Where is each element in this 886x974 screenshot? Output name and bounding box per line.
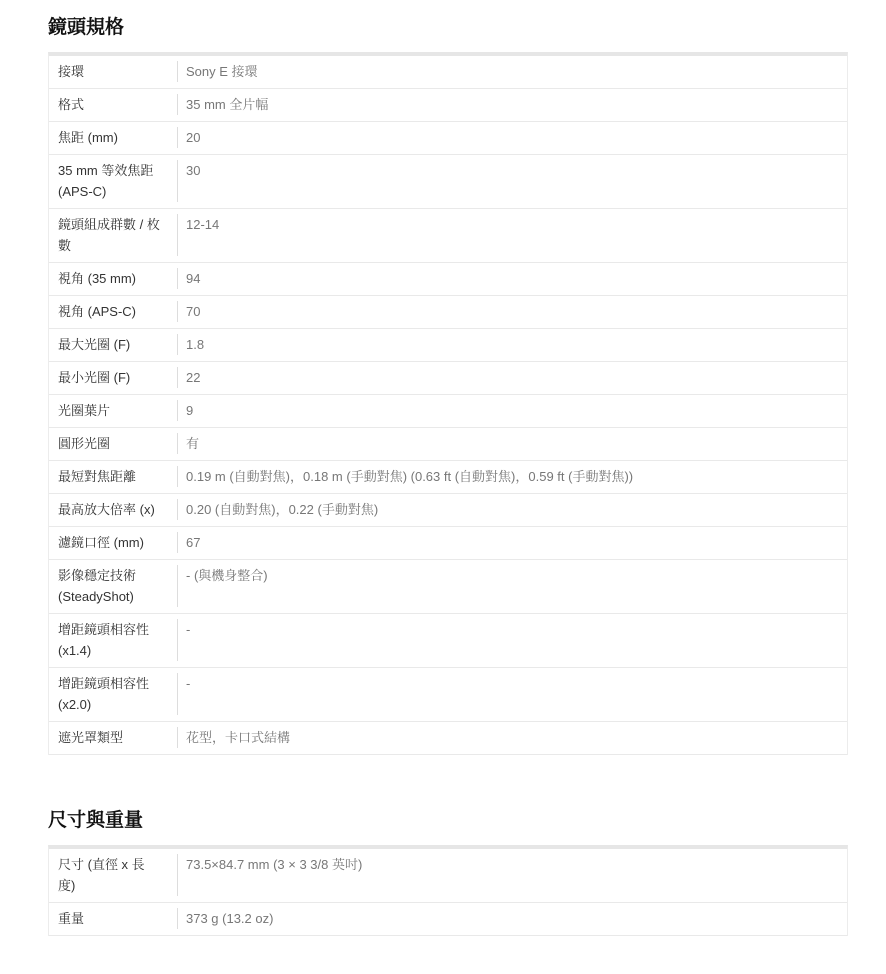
spec-value-cell	[169, 849, 847, 902]
spec-value: -	[177, 619, 190, 661]
spec-table	[48, 845, 848, 936]
spec-row	[49, 89, 847, 122]
spec-label: 圓形光圈	[58, 436, 111, 451]
spec-value: 22	[177, 367, 200, 388]
spec-value-cell	[169, 428, 847, 460]
spec-value: 73.5×84.7 mm (3 × 3 3/8 英吋)	[177, 854, 362, 896]
spec-row	[49, 527, 847, 560]
lens-specs-section	[48, 12, 848, 755]
spec-row	[49, 849, 847, 903]
spec-value-cell	[169, 614, 847, 667]
spec-value: 94	[177, 268, 200, 289]
spec-label: 重量	[58, 911, 85, 926]
spec-row	[49, 56, 847, 89]
spec-value-cell	[169, 362, 847, 394]
spec-label: 接環	[58, 64, 85, 79]
spec-value: Sony E 接環	[177, 61, 258, 82]
spec-row	[49, 722, 847, 755]
spec-label: 最大光圈 (F)	[58, 337, 131, 352]
spec-label: 最高放大倍率 (x)	[58, 502, 155, 517]
spec-label: 遮光罩類型	[58, 730, 124, 745]
spec-value: 373 g (13.2 oz)	[177, 908, 273, 929]
size-weight-section	[48, 805, 848, 936]
spec-value-cell	[169, 395, 847, 427]
spec-value: 35 mm 全片幅	[177, 94, 268, 115]
spec-row	[49, 122, 847, 155]
spec-value-cell	[169, 560, 847, 613]
spec-value-cell	[169, 722, 847, 754]
spec-value-cell	[169, 461, 847, 493]
spec-label: 鏡頭組成群數 / 枚數	[58, 217, 160, 253]
spec-row	[49, 155, 847, 209]
spec-label: 光圈葉片	[58, 403, 111, 418]
spec-label: 增距鏡頭相容性 (x1.4)	[58, 622, 150, 658]
spec-row	[49, 209, 847, 263]
spec-row	[49, 614, 847, 668]
spec-value-cell	[169, 56, 847, 88]
spec-row	[49, 668, 847, 722]
spec-value-cell	[169, 903, 847, 935]
spec-value-cell	[169, 209, 847, 262]
spec-value: 30	[177, 160, 200, 202]
spec-value-cell	[169, 296, 847, 328]
spec-table	[48, 52, 848, 755]
spec-value-cell	[169, 122, 847, 154]
spec-value-cell	[169, 494, 847, 526]
spec-label: 視角 (APS-C)	[58, 304, 137, 319]
spec-row	[49, 329, 847, 362]
spec-value: 12-14	[177, 214, 219, 256]
spec-value: 0.20 (自動對焦)，0.22 (手動對焦)	[177, 499, 378, 520]
spec-label: 最短對焦距離	[58, 469, 137, 484]
spec-value: 有	[177, 433, 199, 454]
section-title: 鏡頭規格	[48, 16, 125, 38]
section-title: 尺寸與重量	[48, 809, 144, 831]
spec-value: 1.8	[177, 334, 204, 355]
spec-label: 焦距 (mm)	[58, 130, 118, 145]
spec-value-cell	[169, 527, 847, 559]
spec-value-cell	[169, 329, 847, 361]
spec-value: 0.19 m (自動對焦)，0.18 m (手動對焦) (0.63 ft (自動對焦)，0.59 ft (手動對焦))	[177, 466, 633, 487]
spec-row	[49, 494, 847, 527]
spec-row	[49, 362, 847, 395]
spec-label: 影像穩定技術 (SteadyShot)	[58, 568, 137, 604]
spec-label: 格式	[58, 97, 85, 112]
spec-row	[49, 395, 847, 428]
spec-row	[49, 296, 847, 329]
spec-row	[49, 461, 847, 494]
spec-value: 9	[177, 400, 193, 421]
spec-label: 35 mm 等效焦距 (APS-C)	[58, 163, 154, 199]
spec-value: -	[177, 673, 190, 715]
spec-label: 增距鏡頭相容性 (x2.0)	[58, 676, 150, 712]
spec-value: 70	[177, 301, 200, 322]
spec-value: - (與機身整合)	[177, 565, 268, 607]
spec-value-cell	[169, 89, 847, 121]
spec-label: 最小光圈 (F)	[58, 370, 131, 385]
spec-value: 花型，卡口式結構	[177, 727, 290, 748]
spec-value: 67	[177, 532, 200, 553]
spec-row	[49, 560, 847, 614]
spec-value-cell	[169, 263, 847, 295]
spec-row	[49, 428, 847, 461]
spec-label: 濾鏡口徑 (mm)	[58, 535, 144, 550]
spec-value-cell	[169, 155, 847, 208]
spec-row	[49, 263, 847, 296]
spec-value: 20	[177, 127, 200, 148]
spec-label: 尺寸 (直徑 x 長度)	[58, 857, 145, 893]
spec-label: 視角 (35 mm)	[58, 271, 137, 286]
spec-row	[49, 903, 847, 936]
spec-value-cell	[169, 668, 847, 721]
